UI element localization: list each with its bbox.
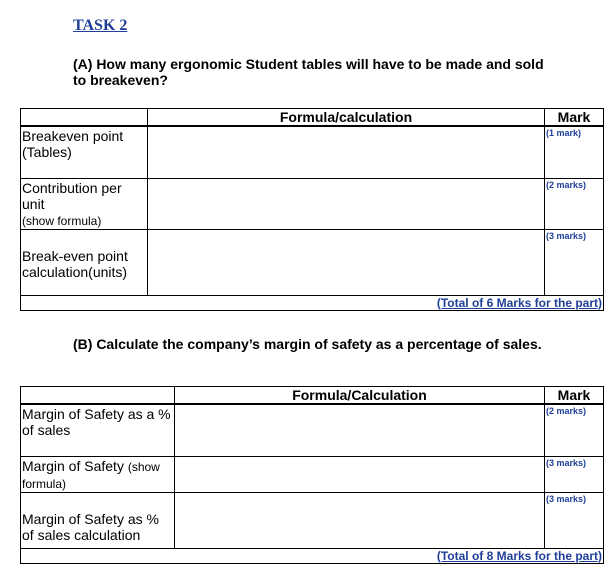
answer-cell[interactable] [148, 229, 545, 295]
row-label: Break-even point calculation(units) [21, 229, 148, 295]
answer-cell[interactable] [175, 492, 545, 548]
answer-cell[interactable] [148, 178, 545, 229]
header-formula: Formula/Calculation [175, 387, 545, 405]
row-label: Margin of Safety as a % of sales [21, 404, 175, 456]
table-row [21, 404, 604, 456]
total-row [21, 548, 604, 563]
header-blank [21, 387, 175, 405]
header-blank [21, 109, 148, 127]
table-header [21, 387, 604, 405]
row-label: Margin of Safety as % of sales calculation [21, 492, 175, 548]
mark-cell: (2 marks) [545, 404, 604, 456]
table-row [21, 492, 604, 548]
table-part-b [20, 386, 604, 564]
total-cell: (Total of 6 Marks for the part) [21, 295, 604, 310]
question-b: (B) Calculate the company’s margin of safety as a percentage of sales. [73, 336, 542, 352]
row-label: Breakeven point (Tables) [21, 126, 148, 178]
mark-cell: (3 marks) [545, 229, 604, 295]
row-label: Margin of Safety (show formula) [21, 456, 175, 492]
answer-cell[interactable] [148, 126, 545, 178]
table-row [21, 229, 604, 295]
question-a: (A) How many ergonomic Student tables will have to be made and sold to breakeven? [73, 56, 544, 88]
table-row [21, 126, 604, 178]
table-row [21, 456, 604, 492]
row-label: Contribution per unit (show formula) [21, 178, 148, 229]
total-row [21, 295, 604, 310]
header-mark: Mark [545, 387, 604, 405]
header-mark: Mark [545, 109, 604, 127]
mark-cell: (2 marks) [545, 178, 604, 229]
task-title: TASK 2 [73, 17, 128, 34]
table-part-a [20, 108, 604, 311]
table-row [21, 178, 604, 229]
total-cell: (Total of 8 Marks for the part) [21, 548, 604, 563]
answer-cell[interactable] [175, 456, 545, 492]
mark-cell: (3 marks) [545, 492, 604, 548]
mark-cell: (1 mark) [545, 126, 604, 178]
answer-cell[interactable] [175, 404, 545, 456]
mark-cell: (3 marks) [545, 456, 604, 492]
table-header [21, 109, 604, 127]
header-formula: Formula/calculation [148, 109, 545, 127]
